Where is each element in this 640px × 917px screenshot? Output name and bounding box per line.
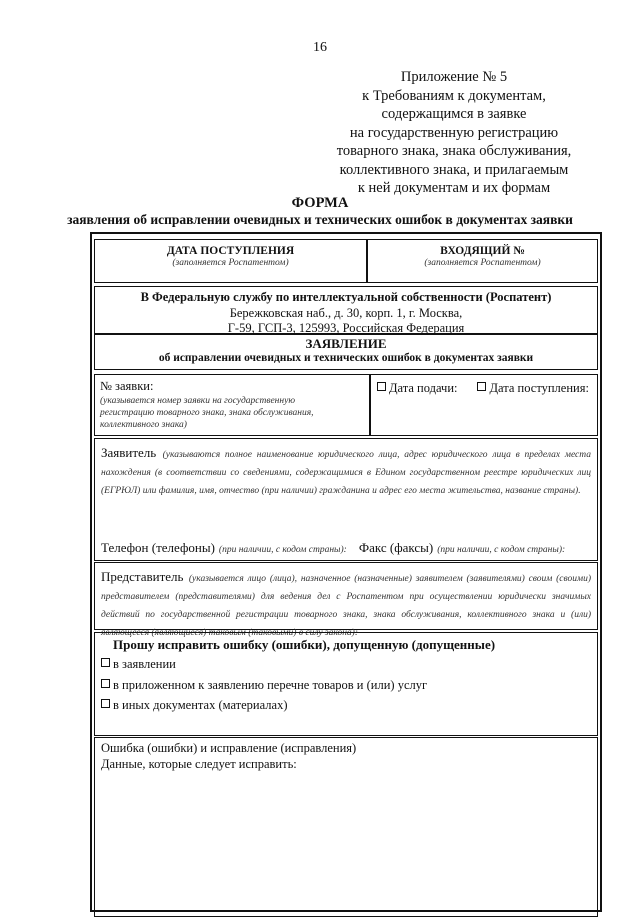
applicant-note: (указываются полное наименование юридического лица, адрес юридического лица в пределах места нахождения (в соответствии со сведениями, содержащимися в Едином государственном реестре юридических лиц (ЕГРЮЛ) или фамилия, имя, отчество (при наличии) гражданина и адрес его места жительства, название страны). [101, 450, 591, 496]
request-option-other-documents[interactable] [101, 698, 591, 714]
filing-date-checkbox[interactable] [377, 382, 386, 391]
appendix-line: Приложение № 5 [400, 69, 508, 85]
application-number-note: (указывается номер заявки на государственную регистрацию товарного знака, знака обслуживания, коллективного знака) [100, 395, 314, 430]
request-option-label: в приложенном к заявлению перечне товаров и (или) услуг [113, 677, 428, 692]
applicant-cell[interactable] [94, 438, 598, 561]
receipt-date-cell[interactable] [94, 239, 367, 283]
appendix-line: содержащимся в заявке [381, 106, 527, 122]
statement-title-cell [94, 334, 598, 370]
addressee-line-2: Бережковская наб., д. 30, корп. 1, г. Москва, [229, 305, 463, 320]
appendix-line: к ней документам и их формам [357, 180, 551, 196]
statement-title: ЗАЯВЛЕНИЕ [305, 336, 387, 351]
form-subtitle: заявления об исправлении очевидных и технических ошибок в документах заявки [67, 212, 573, 227]
phone-label: Телефон (телефоны) [101, 540, 215, 555]
request-option-checkbox[interactable] [101, 699, 110, 708]
statement-subtitle: об исправлении очевидных и технических ошибок в документах заявки [158, 352, 534, 364]
request-option-label: в иных документах (материалах) [113, 698, 288, 712]
fax-note: (при наличии, с кодом страны): [437, 545, 566, 555]
appendix-block [330, 68, 578, 198]
appendix-line: товарного знака, знака обслуживания, [336, 143, 572, 159]
appendix-line: коллективного знака, и прилагаемым [339, 161, 569, 178]
errors-line-2: Данные, которые следует исправить: [101, 756, 297, 771]
receipt-date-checkbox[interactable] [477, 382, 486, 391]
errors-line-1: Ошибка (ошибки) и исправление (исправления) [101, 741, 357, 755]
errors-cell[interactable] [94, 737, 598, 917]
page-number: 16 [313, 40, 327, 55]
request-title: Прошу исправить ошибку (ошибки), допущенную (допущенные) [113, 637, 496, 652]
form-title: ФОРМА [291, 195, 349, 211]
request-option-statement[interactable] [101, 657, 591, 673]
phone-note: (при наличии, с кодом страны): [218, 545, 347, 555]
receipt-date-note: (заполняется Роспатентом) [172, 258, 289, 268]
request-option-checkbox[interactable] [101, 679, 110, 688]
addressee-cell [94, 286, 598, 334]
receipt-date-label-field: Дата поступления: [489, 381, 589, 395]
applicant-label: Заявитель [101, 445, 157, 460]
form-frame [90, 232, 602, 912]
application-dates-cell [370, 374, 598, 436]
representative-cell[interactable] [94, 562, 598, 638]
addressee-line-1: В Федеральную службу по интеллектуальной собственности (Роспатент) [140, 290, 552, 304]
incoming-number-note: (заполняется Роспатентом) [424, 258, 541, 268]
request-option-goods-list[interactable] [101, 678, 591, 694]
application-number-label: № заявки: [100, 379, 154, 393]
filing-date-label: Дата подачи: [389, 381, 458, 395]
application-number-cell[interactable] [94, 374, 370, 436]
receipt-date-label: ДАТА ПОСТУПЛЕНИЯ [166, 245, 295, 257]
request-option-checkbox[interactable] [101, 658, 110, 667]
appendix-line: на государственную регистрацию [349, 124, 559, 141]
request-option-label: в заявлении [113, 657, 176, 671]
request-cell [94, 632, 598, 736]
incoming-number-cell[interactable] [367, 239, 598, 283]
receipt-date-field[interactable] [477, 381, 588, 395]
representative-note: (указывается лицо (лица), назначенное (назначенные) заявителем (заявителями) своим (своими) представителем (представителями) для ведения дел с Роспатентом при осуществлении юридически значимых действий по государственной регистрации товарного знака, знака обслуживания, коллективного знака и (или) являющееся (являющиеся) таковым (таковыми) в силу закона): [101, 574, 592, 638]
appendix-line: к Требованиям к документам, [362, 87, 546, 104]
addressee-line-3: Г-59, ГСП-3, 125993, Российская Федерация [227, 321, 465, 335]
fax-label: Факс (факсы) [358, 540, 434, 555]
incoming-number-label: ВХОДЯЩИЙ № [440, 245, 525, 257]
filing-date-field[interactable] [377, 381, 457, 395]
representative-label: Представитель [101, 569, 184, 584]
